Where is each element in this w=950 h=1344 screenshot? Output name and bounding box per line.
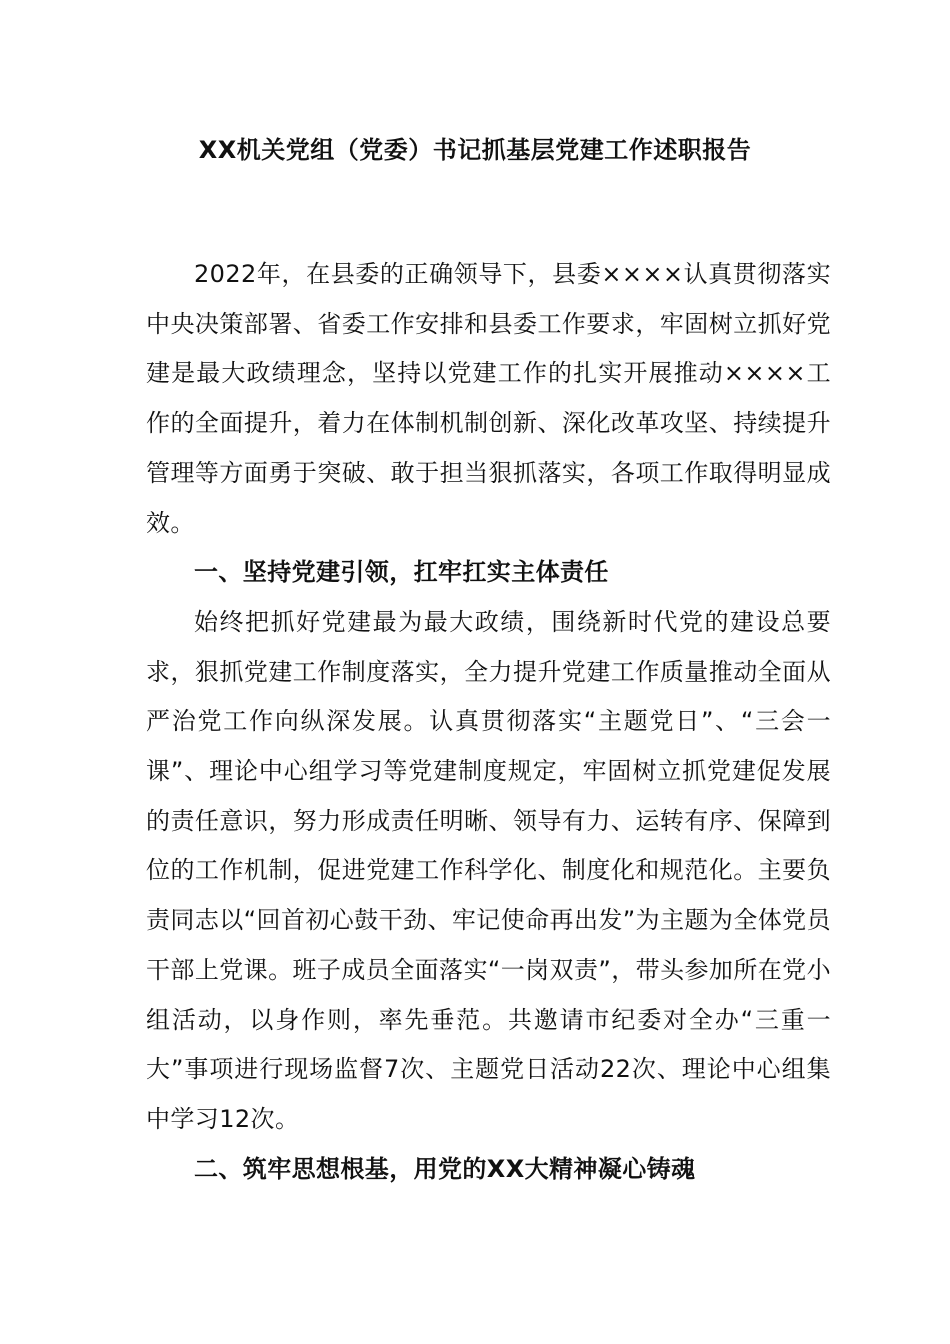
section-1-heading: 一、坚持党建引领，扛牢扛实主体责任: [194, 558, 609, 587]
section-2-heading: 二、筑牢思想根基，用党的XX大精神凝心铸魂: [194, 1154, 696, 1183]
intro-paragraph: 2022年，在县委的正确领导下，县委××××认真贯彻落实中央决策部署、省委工作安排和县委工作要求，牢固树立抓好党建是最大政绩理念，坚持以党建工作的扎实开展推动××××工作的全面提升，着力在体制机制创新、深化改革攻坚、持续提升管理等方面勇于突破、敢于担当狠抓落实，各项工作取得明显成效。: [146, 260, 831, 537]
document-body: [146, 250, 831, 1194]
document-title: XX机关党组（党委）书记抓基层党建工作述职报告: [198, 136, 752, 164]
section-1-paragraph: 始终把抓好党建最为最大政绩，围绕新时代党的建设总要求，狠抓党建工作制度落实，全力提升党建工作质量推动全面从严治党工作向纵深发展。认真贯彻落实“主题党日”、“三会一课”、理论中心组学习等党建制度规定，牢固树立抓党建促发展的责任意识，努力形成责任明晰、领导有力、运转有序、保障到位的工作机制，促进党建工作科学化、制度化和规范化。主要负责同志以“回首初心鼓干劲、牢记使命再出发”为主题为全体党员干部上党课。班子成员全面落实“一岗双责”，带头参加所在党小组活动，以身作则，率先垂范。共邀请市纪委对全办“三重一大”事项进行现场监督7次、主题党日活动22次、理论中心组集中学习12次。: [146, 607, 831, 1133]
